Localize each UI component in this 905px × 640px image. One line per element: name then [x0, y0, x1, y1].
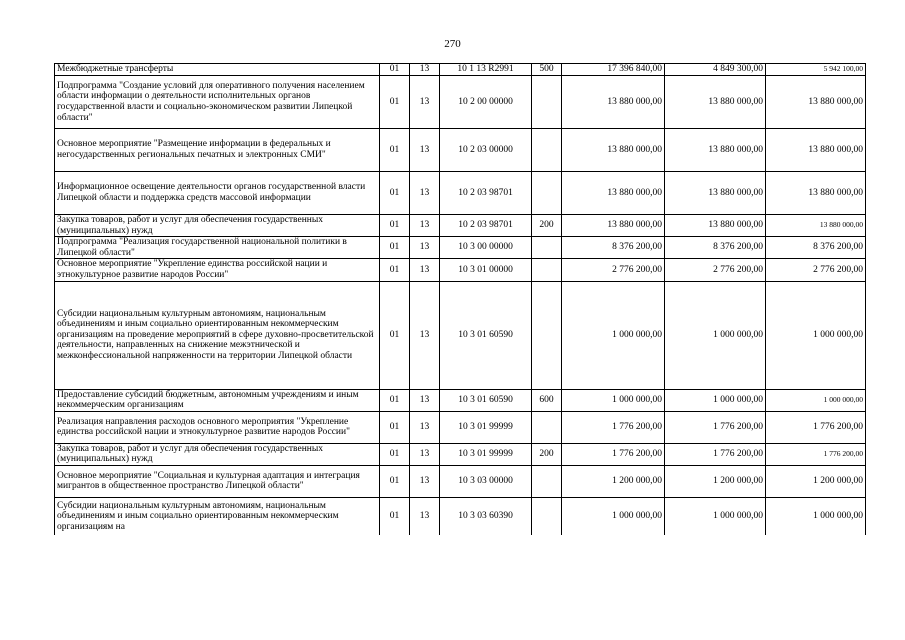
- row-expense-type: [532, 281, 562, 389]
- row-amount-year-1: 1 776 200,00: [562, 443, 665, 465]
- row-subsection-code: 13: [410, 129, 440, 172]
- row-target-code: 10 3 00 00000: [440, 237, 532, 259]
- table-row: [55, 259, 866, 281]
- row-amount-year-2: 1 000 000,00: [665, 281, 766, 389]
- row-subsection-code: 13: [410, 281, 440, 389]
- row-subsection-code: 13: [410, 215, 440, 237]
- row-amount-year-2: 2 776 200,00: [665, 259, 766, 281]
- row-expense-type: 200: [532, 215, 562, 237]
- row-subsection-code: 13: [410, 497, 440, 535]
- row-expense-type: [532, 497, 562, 535]
- row-amount-year-2: 1 000 000,00: [665, 389, 766, 411]
- table-row: [55, 129, 866, 172]
- row-name: Подпрограмма "Создание условий для оперативного получения населением области информации о деятельности исполнительных органов государственной власти и социально-экономическом развитии Липецкой области": [55, 76, 380, 129]
- row-amount-year-1: 8 376 200,00: [562, 237, 665, 259]
- budget-table-body: [55, 64, 866, 536]
- row-expense-type: [532, 237, 562, 259]
- table-row: [55, 281, 866, 389]
- row-section-code: 01: [380, 259, 410, 281]
- row-target-code: 10 3 03 60390: [440, 497, 532, 535]
- table-row: [55, 443, 866, 465]
- row-amount-year-3: 1 776 200,00: [766, 411, 866, 443]
- row-expense-type: [532, 465, 562, 497]
- row-amount-year-3: 1 000 000,00: [766, 497, 866, 535]
- row-name: Субсидии национальным культурным автономиям, национальным объединениям и иным социально ориентированным некоммерческим организациям на: [55, 497, 380, 535]
- row-target-code: 10 2 03 00000: [440, 129, 532, 172]
- row-amount-year-1: 17 396 840,00: [562, 64, 665, 76]
- row-subsection-code: 13: [410, 389, 440, 411]
- budget-table: [54, 63, 866, 535]
- table-row: [55, 497, 866, 535]
- table-row: [55, 64, 866, 76]
- row-amount-year-3: 13 880 000,00: [766, 215, 866, 237]
- row-amount-year-3: 13 880 000,00: [766, 172, 866, 215]
- row-name: Закупка товаров, работ и услуг для обеспечения государственных (муниципальных) нужд: [55, 443, 380, 465]
- row-section-code: 01: [380, 465, 410, 497]
- row-amount-year-3: 13 880 000,00: [766, 76, 866, 129]
- row-expense-type: 600: [532, 389, 562, 411]
- row-amount-year-2: 1 776 200,00: [665, 411, 766, 443]
- row-section-code: 01: [380, 129, 410, 172]
- row-expense-type: [532, 411, 562, 443]
- row-expense-type: 200: [532, 443, 562, 465]
- row-amount-year-1: 13 880 000,00: [562, 129, 665, 172]
- row-target-code: 10 3 01 60590: [440, 281, 532, 389]
- row-section-code: 01: [380, 172, 410, 215]
- row-amount-year-3: 5 942 100,00: [766, 64, 866, 76]
- row-amount-year-3: 1 776 200,00: [766, 443, 866, 465]
- table-row: [55, 76, 866, 129]
- row-target-code: 10 1 13 R2991: [440, 64, 532, 76]
- row-amount-year-1: 2 776 200,00: [562, 259, 665, 281]
- table-row: [55, 465, 866, 497]
- row-target-code: 10 3 01 99999: [440, 443, 532, 465]
- row-subsection-code: 13: [410, 259, 440, 281]
- row-amount-year-3: 8 376 200,00: [766, 237, 866, 259]
- row-subsection-code: 13: [410, 172, 440, 215]
- row-subsection-code: 13: [410, 443, 440, 465]
- row-name: Основное мероприятие "Укрепление единства российской нации и этнокультурное развитие народов России": [55, 259, 380, 281]
- row-target-code: 10 2 00 00000: [440, 76, 532, 129]
- row-section-code: 01: [380, 389, 410, 411]
- row-amount-year-1: 1 776 200,00: [562, 411, 665, 443]
- row-subsection-code: 13: [410, 411, 440, 443]
- row-amount-year-2: 8 376 200,00: [665, 237, 766, 259]
- row-amount-year-2: 13 880 000,00: [665, 129, 766, 172]
- row-amount-year-3: 1 000 000,00: [766, 281, 866, 389]
- row-amount-year-1: 1 000 000,00: [562, 497, 665, 535]
- row-amount-year-2: 1 200 000,00: [665, 465, 766, 497]
- row-amount-year-1: 13 880 000,00: [562, 215, 665, 237]
- row-name: Межбюджетные трансферты: [55, 64, 380, 76]
- row-expense-type: [532, 76, 562, 129]
- row-target-code: 10 3 01 00000: [440, 259, 532, 281]
- row-name: Основное мероприятие "Социальная и культурная адаптация и интеграция мигрантов в общественное пространство Липецкой области": [55, 465, 380, 497]
- row-section-code: 01: [380, 497, 410, 535]
- row-expense-type: [532, 172, 562, 215]
- row-amount-year-2: 13 880 000,00: [665, 215, 766, 237]
- row-subsection-code: 13: [410, 465, 440, 497]
- row-name: Предоставление субсидий бюджетным, автономным учреждениям и иным некоммерческим организациям: [55, 389, 380, 411]
- row-target-code: 10 3 01 60590: [440, 389, 532, 411]
- table-row: [55, 389, 866, 411]
- row-amount-year-1: 13 880 000,00: [562, 76, 665, 129]
- row-name: Информационное освещение деятельности органов государственной власти Липецкой области и поддержка средств массовой информации: [55, 172, 380, 215]
- row-target-code: 10 2 03 98701: [440, 215, 532, 237]
- row-section-code: 01: [380, 237, 410, 259]
- row-section-code: 01: [380, 64, 410, 76]
- row-amount-year-3: 1 000 000,00: [766, 389, 866, 411]
- row-name: Подпрограмма "Реализация государственной национальной политики в Липецкой области": [55, 237, 380, 259]
- row-amount-year-3: 1 200 000,00: [766, 465, 866, 497]
- row-name: Реализация направления расходов основного мероприятия "Укрепление единства российской нации и этнокультурное развитие народов России": [55, 411, 380, 443]
- row-section-code: 01: [380, 443, 410, 465]
- row-expense-type: [532, 259, 562, 281]
- row-amount-year-1: 1 200 000,00: [562, 465, 665, 497]
- row-section-code: 01: [380, 76, 410, 129]
- row-amount-year-1: 13 880 000,00: [562, 172, 665, 215]
- row-amount-year-3: 2 776 200,00: [766, 259, 866, 281]
- row-name: Субсидии национальным культурным автономиям, национальным объединениям и иным социально ориентированным некоммерческим организациям на проведение мероприятий в сфере духовно-просветительской деятельности, направленных на снижение межэтнической и межконфессиональной напряженности на территории Липецкой области: [55, 281, 380, 389]
- row-amount-year-1: 1 000 000,00: [562, 389, 665, 411]
- row-amount-year-2: 13 880 000,00: [665, 172, 766, 215]
- row-section-code: 01: [380, 281, 410, 389]
- row-amount-year-1: 1 000 000,00: [562, 281, 665, 389]
- row-amount-year-2: 4 849 300,00: [665, 64, 766, 76]
- row-section-code: 01: [380, 215, 410, 237]
- row-amount-year-3: 13 880 000,00: [766, 129, 866, 172]
- row-subsection-code: 13: [410, 76, 440, 129]
- row-target-code: 10 3 03 00000: [440, 465, 532, 497]
- row-name: Основное мероприятие "Размещение информации в федеральных и негосударственных региональных печатных и электронных СМИ": [55, 129, 380, 172]
- row-name: Закупка товаров, работ и услуг для обеспечения государственных (муниципальных) нужд: [55, 215, 380, 237]
- table-row: [55, 237, 866, 259]
- table-row: [55, 215, 866, 237]
- page-number: 270: [444, 38, 461, 50]
- table-row: [55, 411, 866, 443]
- row-expense-type: [532, 129, 562, 172]
- row-target-code: 10 2 03 98701: [440, 172, 532, 215]
- row-subsection-code: 13: [410, 237, 440, 259]
- row-section-code: 01: [380, 411, 410, 443]
- row-target-code: 10 3 01 99999: [440, 411, 532, 443]
- row-subsection-code: 13: [410, 64, 440, 76]
- row-amount-year-2: 1 776 200,00: [665, 443, 766, 465]
- row-amount-year-2: 13 880 000,00: [665, 76, 766, 129]
- row-amount-year-2: 1 000 000,00: [665, 497, 766, 535]
- table-row: [55, 172, 866, 215]
- row-expense-type: 500: [532, 64, 562, 76]
